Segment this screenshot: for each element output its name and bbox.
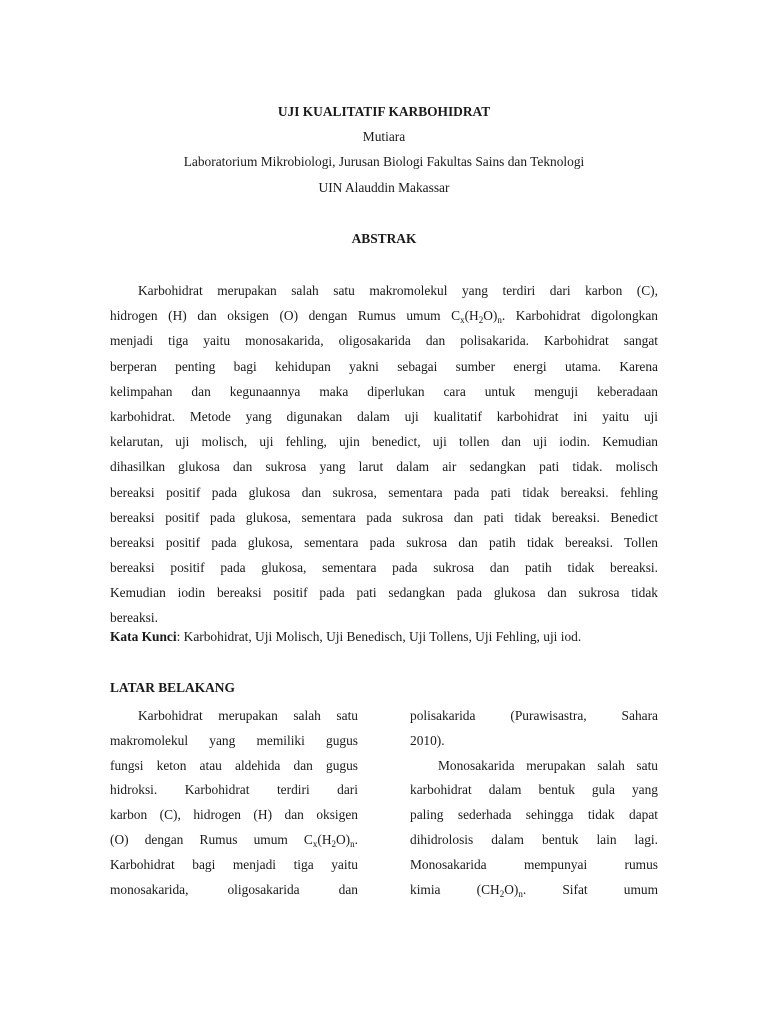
abstract-line: Kemudian iodin bereaksi positif pada pati sedangkan pada glukosa dan sukrosa tidak (110, 585, 658, 601)
abstract-line: bereaksi. (110, 610, 158, 626)
keywords-label: Kata Kunci (110, 629, 177, 644)
abstract-body (110, 278, 658, 631)
abstract-line: bereaksi positif pada glukosa, sementara pada sukrosa dan patih tidak bereaksi. (110, 560, 658, 576)
keywords (110, 629, 658, 645)
left-column (110, 704, 358, 902)
abstract-line: bereaksi positif pada glukosa, sementara pada sukrosa dan patih tidak bereaksi. Tollen (110, 534, 658, 550)
paragraph-line: karbohidrat dalam bentuk gula yang (410, 782, 658, 798)
abstract-line: menjadi tiga yaitu monosakarida, oligosakarida dan polisakarida. Karbohidrat sangat (110, 333, 658, 349)
paper-title: UJI KUALITATIF KARBOHIDRAT (277, 104, 491, 119)
section-heading: LATAR BELAKANG (110, 680, 235, 695)
abstract-line: bereaksi positif pada glukosa, sementara pada sukrosa dan pati tidak bereaksi. Benedict (110, 509, 658, 525)
paragraph-line: fungsi keton atau aldehida dan gugus (110, 757, 358, 773)
abstract-line: karbohidrat. Metode yang digunakan dalam uji kualitatif karbohidrat ini yaitu uji (110, 408, 658, 424)
paragraph-line: makromolekul yang memiliki gugus (110, 732, 358, 748)
abstract-line: bereaksi positif pada glukosa dan sukrosa, sementara pada pati tidak bereaksi. fehling (110, 484, 658, 500)
abstract-line: berperan penting bagi kehidupan yakni sebagai sumber energi utama. Karena (110, 358, 658, 374)
author-name: Mutiara (362, 129, 406, 144)
paragraph-line: Monosakarida merupakan salah satu (438, 757, 658, 773)
paragraph-line: (O) dengan Rumus umum $C_x(H_2O)_n$. (110, 831, 358, 849)
paragraph-line: kimia $(CH_2O)_n$. Sifat umum (410, 881, 658, 899)
paragraph-line: paling sederhada sehingga tidak dapat (410, 807, 658, 823)
abstract-line: Karbohidrat merupakan salah satu makromolekul yang terdiri dari karbon (C), (138, 283, 658, 298)
paragraph-line: 2010). (410, 732, 445, 748)
paragraph-line: polisakarida (Purawisastra, Sahara (410, 708, 658, 723)
paragraph-line: dihidrolosis dalam bentuk lain lagi. (410, 831, 658, 847)
author-affiliation: Laboratorium Mikrobiologi, Jurusan Biologi Fakultas Sains dan Teknologi (183, 154, 585, 169)
university-name: UIN Alauddin Makassar (318, 180, 450, 195)
paragraph-line: monosakarida, oligosakarida dan (110, 881, 358, 897)
abstract-line: hidrogen (H) dan oksigen (O) dengan Rumus umum $C_x(H_2O)_n$. Karbohidrat digolongkan (110, 308, 658, 326)
abstract-heading: ABSTRAK (351, 231, 417, 246)
abstract-line: kelarutan, uji molisch, uji fehling, ujin benedict, uji tollen dan uji iodin. Kemudian (110, 434, 658, 450)
abstract-line: dihasilkan glukosa dan sukrosa yang larut dalam air sedangkan pati tidak. molisch (110, 459, 658, 475)
paragraph-line: hidroksi. Karbohidrat terdiri dari (110, 782, 358, 798)
paragraph-line: Karbohidrat merupakan salah satu (138, 708, 358, 723)
right-column (410, 704, 658, 902)
keywords-text: : Karbohidrat, Uji Molisch, Uji Benedisch, Uji Tollens, Uji Fehling, uji iod. (176, 629, 582, 644)
paragraph-line: Monosakarida mempunyai rumus (410, 856, 658, 872)
paragraph-line: Karbohidrat bagi menjadi tiga yaitu (110, 856, 358, 872)
abstract-line: kelimpahan dan kegunaannya maka diperlukan cara untuk menguji keberadaan (110, 383, 658, 399)
paragraph-line: karbon (C), hidrogen (H) dan oksigen (110, 807, 358, 823)
